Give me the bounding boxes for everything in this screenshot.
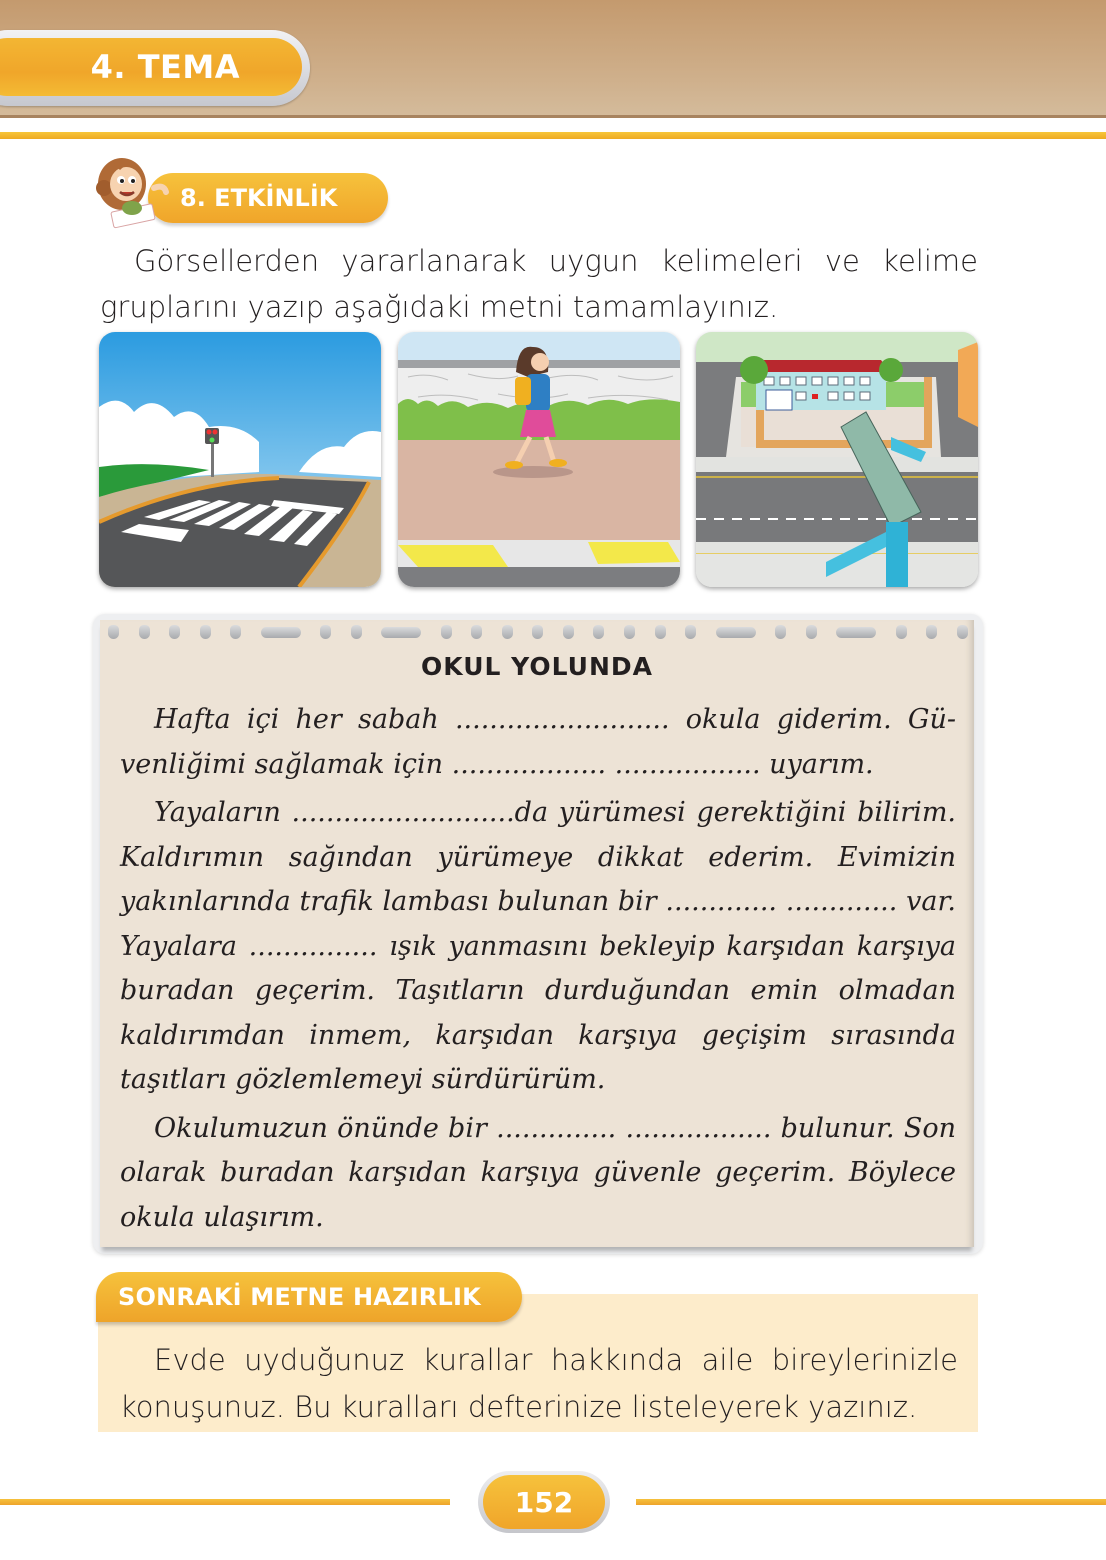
header-spacer [0, 121, 1106, 131]
ring-icon [926, 625, 937, 639]
ring-icon [351, 625, 362, 639]
footer-rule-left [0, 1499, 450, 1505]
story-paragraph: Okulumuzun önünde bir .............. ................. bulunur. Son olarak buradan karşıdan karşıya güvenle geçerim. Böylece okula ulaşırım. [120, 1112, 956, 1233]
theme-label: 4. TEMA [90, 48, 240, 86]
ring-icon [957, 625, 968, 639]
story-paragraph: Yayaların ..........................da yürümesi gerektiğini bilirim. Kaldırımın sağından yürümeye dikkat ederim. Evimizin yakınlarında trafik lambası bulunan bir ............. ............. var. Yayalara ............... ışık yanmasını bekleyip karşıdan karşıya buradan geçerim. Taşıtların durduğundan emin olmadan kaldırımdan inmem, karşıdan karşıya geçişim sırasında taşıtları gözlemlemeyi sürdürürüm. [120, 797, 956, 1095]
ring-icon [139, 625, 150, 639]
ring-icon [261, 627, 301, 638]
ring-icon [200, 625, 211, 639]
ring-icon [108, 625, 119, 639]
theme-badge [0, 38, 302, 96]
ring-icon [806, 625, 817, 639]
ring-icon [716, 627, 756, 638]
ring-icon [655, 625, 666, 639]
ring-icon [775, 625, 786, 639]
notepad-rings [108, 622, 968, 642]
picture-crosswalk [99, 332, 381, 587]
preparation-text: Evde uyduğunuz kurallar hakkında aile bireylerinizle konuşunuz. Bu kuralları defterinize listeleyerek yazınız. [120, 1343, 958, 1424]
header-rule [0, 132, 1106, 139]
ring-icon [896, 625, 907, 639]
story-paragraph: Hafta içi her sabah ......................... okula giderim. Gü-venliğimi sağlamak için .................. ................. uyarım. [120, 704, 956, 780]
ring-icon [836, 627, 876, 638]
ring-icon [502, 625, 513, 639]
ring-icon [169, 625, 180, 639]
ring-icon [441, 625, 452, 639]
ring-icon [532, 625, 543, 639]
ring-icon [471, 625, 482, 639]
story-title: OKUL YOLUNDA [421, 652, 653, 681]
activity-instruction: Görsellerden yararlanarak uygun kelimeleri ve kelime gruplarını yazıp aşağıdaki metni tamamlayınız. [100, 244, 978, 324]
ring-icon [593, 625, 604, 639]
preparation-badge [96, 1272, 522, 1322]
ring-icon [230, 625, 241, 639]
ring-icon [685, 625, 696, 639]
page-number-badge [483, 1475, 605, 1529]
story-body [120, 698, 956, 1244]
ring-icon [320, 625, 331, 639]
activity-label: 8. ETKİNLİK [180, 184, 338, 212]
ring-icon [624, 625, 635, 639]
activity-badge [148, 173, 388, 223]
footer-rule-right [636, 1499, 1106, 1505]
page-number: 152 [514, 1485, 574, 1519]
girl-writing-mascot-icon [92, 150, 172, 230]
preparation-label: SONRAKİ METNE HAZIRLIK [118, 1283, 481, 1311]
picture-sidewalk [398, 332, 680, 587]
ring-icon [563, 625, 574, 639]
picture-school-overpass [696, 332, 978, 587]
ring-icon [381, 627, 421, 638]
